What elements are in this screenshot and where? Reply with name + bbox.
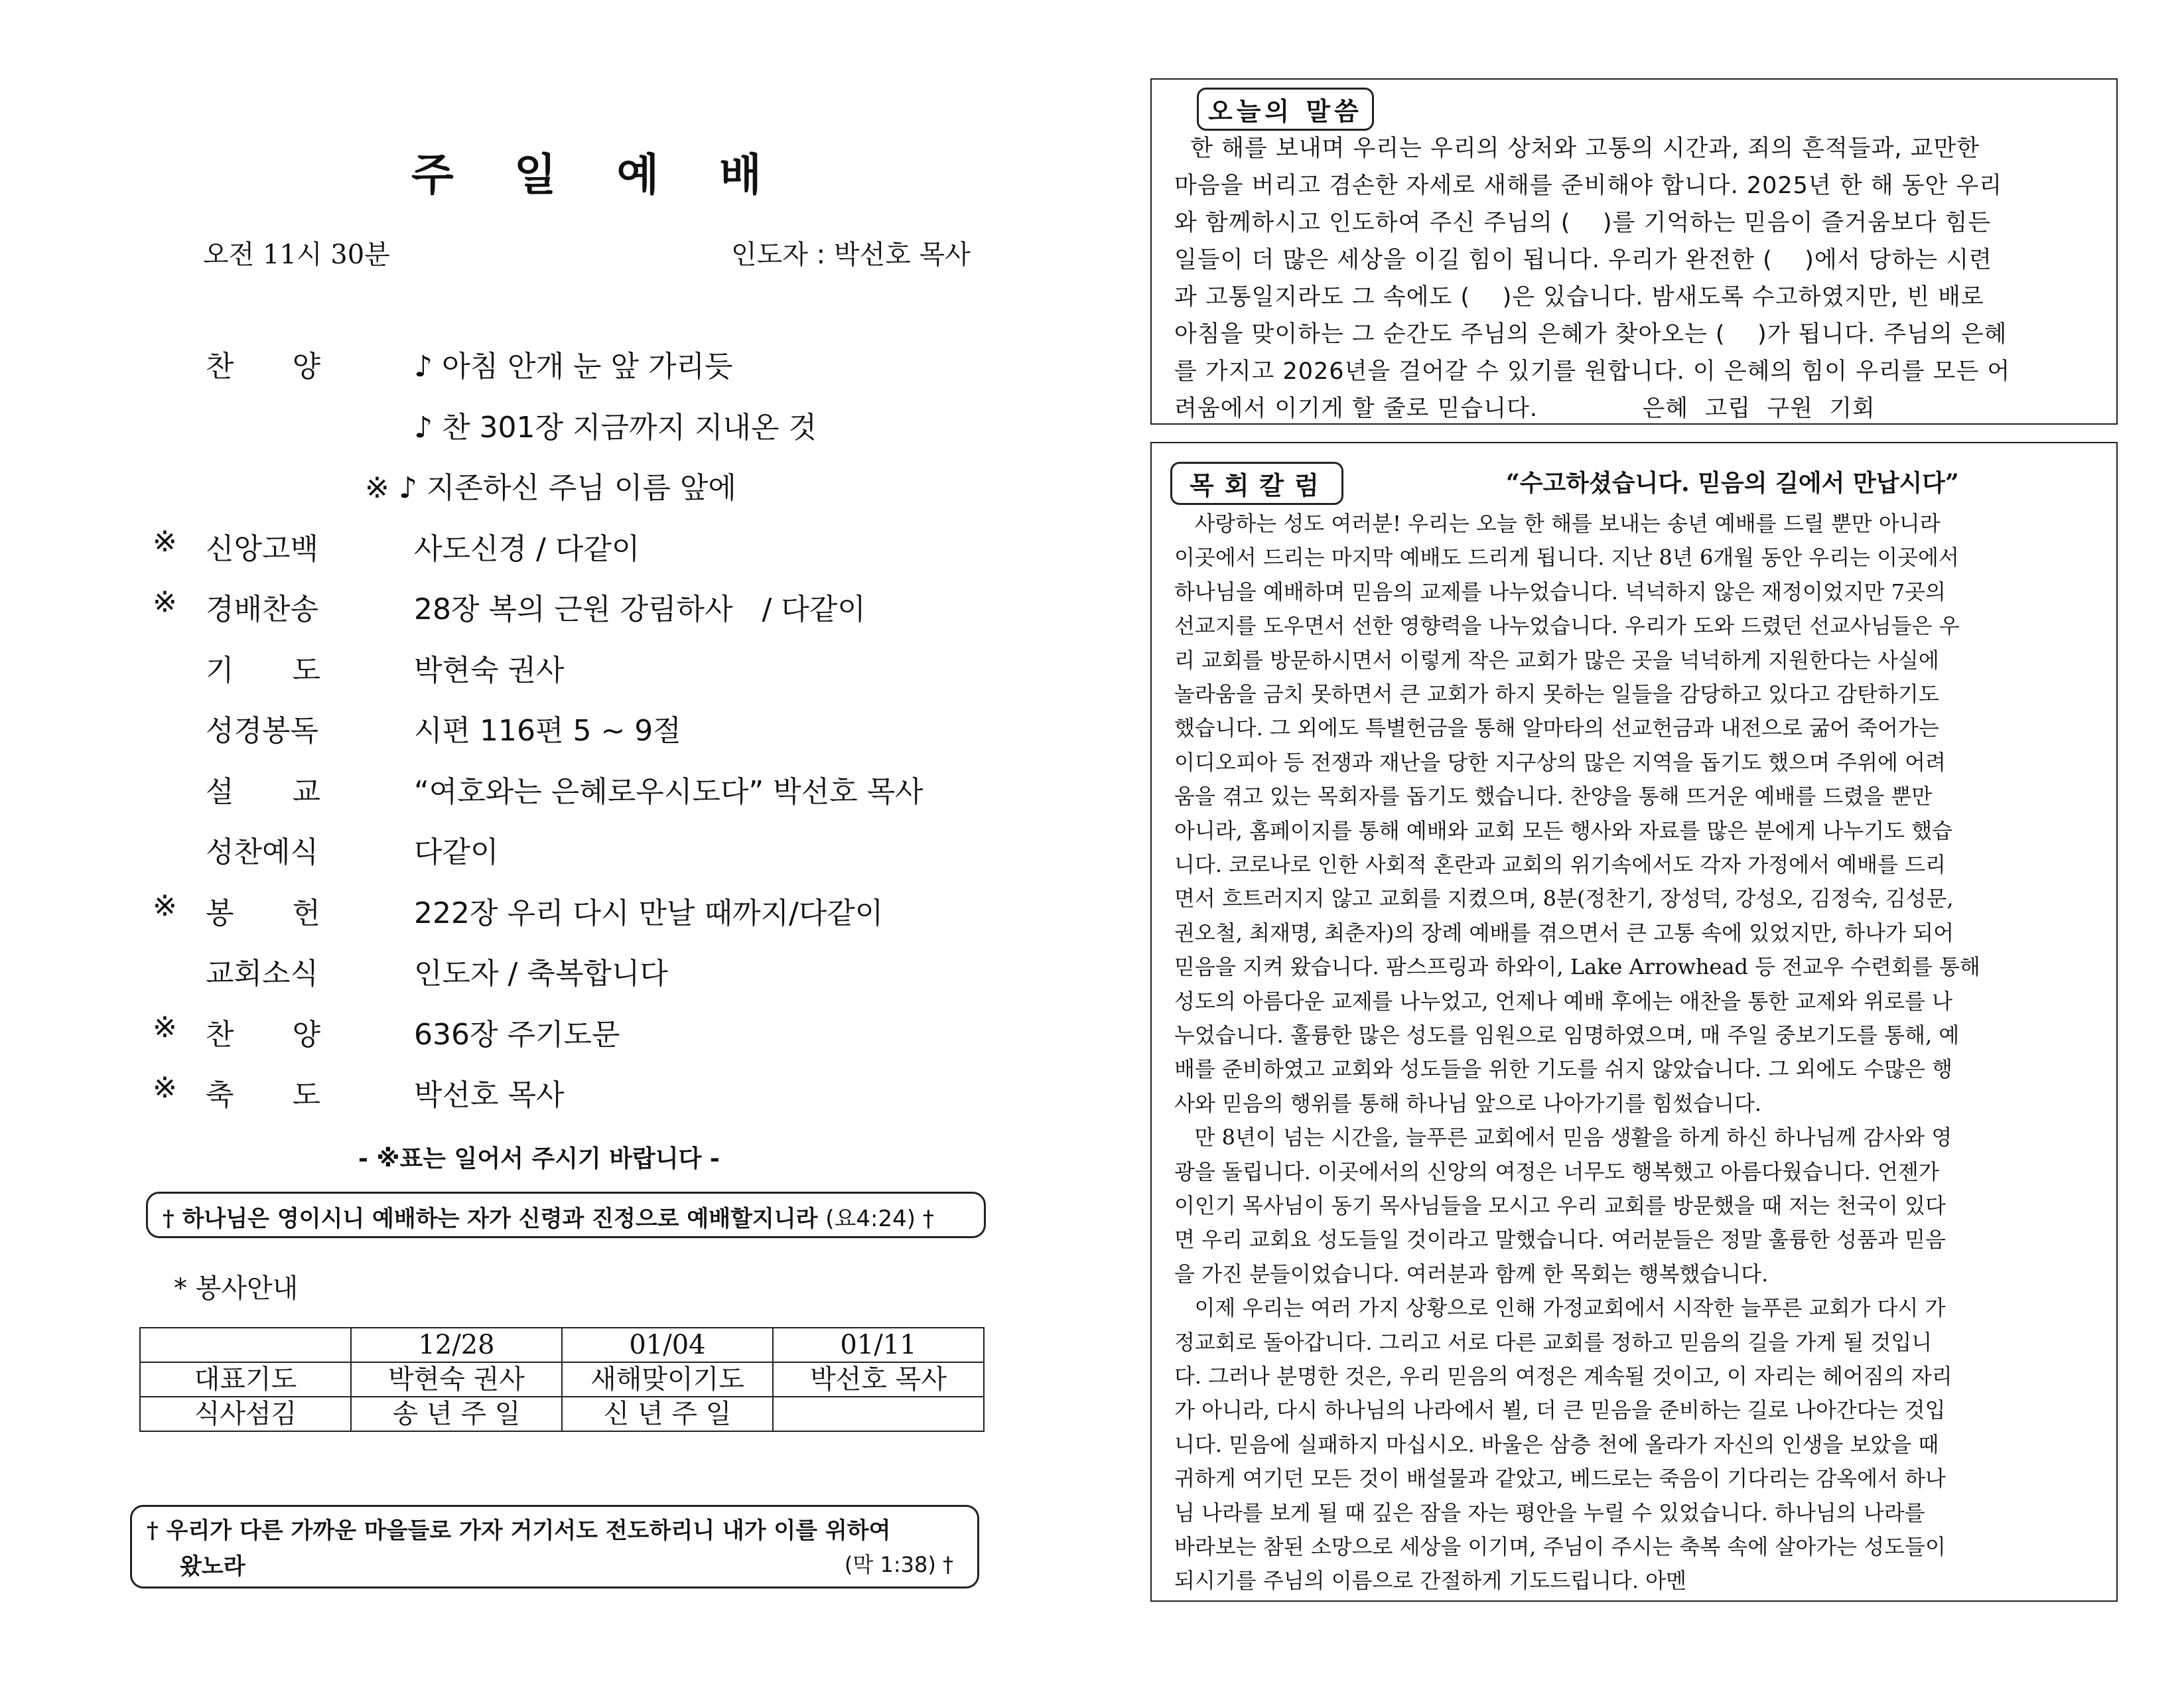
pastor-column-line: 성도의 아름다운 교제를 나누었고, 언제나 예배 후에는 애찬을 통한 교제와 위로를 나 [1174,988,1953,1014]
pastor-column-line: 니다. 믿음에 실패하지 마십시오. 바울은 삼층 천에 올라가 자신의 인생을 보았을 때 [1174,1431,1939,1457]
order-content: ※ ♪ 지존하신 주님 이름 앞에 [365,471,736,505]
order-content: ♪ 찬 301장 지금까지 지내온 것 [414,410,817,445]
order-content: 인도자 / 축복합니다 [414,957,668,991]
word-of-day-line: 일들이 더 많은 세상을 이길 힘이 됩니다. 우리가 완전한 ( )에서 당하는 시련 [1174,247,1992,273]
table-cell: 12/28 [351,1328,562,1362]
service-title: 주 일 예 배 [411,149,784,200]
service-leader: 인도자 : 박선호 목사 [731,240,971,270]
pastor-column-line: 을 가진 분들이었습니다. 여러분과 함께 한 목회는 행복했습니다. [1174,1261,1769,1287]
standing-mark: ※ [153,1010,177,1044]
scripture-text-line2: 왔노라 [180,1553,245,1580]
pastor-column-line: 하나님을 예배하며 믿음의 교제를 나누었습니다. 넉넉하지 않은 재정이었지만 7곳의 [1174,579,1946,604]
pastor-column-line: 정교회로 돌아갑니다. 그리고 서로 다른 교회를 정하고 믿음의 길을 가게 될 것입니 [1174,1329,1933,1355]
pastor-column-line: 이디오피아 등 전쟁과 재난을 당한 지구상의 많은 지역을 돕기도 했으며 주위에 어려 [1174,749,1946,775]
pastor-column-line: 사랑하는 성도 여러분! 우리는 오늘 한 해를 보내는 송년 예배를 드릴 뿐만 아니라 [1174,511,1941,536]
order-content: 222장 우리 다시 만날 때까지/다같이 [414,896,884,930]
scripture-text: † 하나님은 영이시니 예배하는 자가 신령과 진정으로 예배할지니라 (요4:24) † [163,1206,934,1232]
pastor-column-box [1150,442,2118,1602]
pastor-column-line: 아니라, 홈페이지를 통해 예배와 교회 모든 행사와 자료를 많은 분에게 나누기도 했습 [1174,817,1953,843]
table-cell: 01/04 [562,1328,773,1362]
pastor-column-line: 이제 우리는 여러 가지 상황으로 인해 가정교회에서 시작한 늘푸른 교회가 다시 가 [1174,1295,1946,1321]
table-cell [773,1397,984,1431]
pastor-column-line: 이인기 목사님이 동기 목사님들을 모시고 우리 교회를 방문했을 때 저는 천국이 있다 [1174,1193,1946,1218]
standing-mark: ※ [153,524,177,559]
table-cell: 01/11 [773,1328,984,1362]
standing-note: - ※표는 일어서 주시기 바랍니다 - [358,1145,720,1172]
order-label: 봉 헌 [206,896,321,930]
table-cell: 송 년 주 일 [351,1397,562,1431]
order-label: 성경봉독 [206,714,319,748]
scripture-box-mark [130,1505,979,1588]
pastor-column-line: 믿음을 지켜 왔습니다. 팜스프링과 하와이, Lake Arrowhead 등 전교우 수련회를 통해 [1174,954,1980,980]
pastor-column-line: 놀라움을 금치 못하면서 큰 교회가 하지 못하는 일들을 감당하고 있다고 감탄하기도 [1174,681,1939,707]
pastor-column-line: 귀하게 여기던 모든 것이 배설물과 같았고, 베드로는 죽음이 기다리는 감옥에서 하나 [1174,1466,1946,1492]
word-of-day-title: 오늘의 말씀 [1197,88,1374,131]
pastor-column-line: 다. 그러나 분명한 것은, 우리 믿음의 여정은 계속될 것이고, 이 자리는 헤어짐의 자리 [1174,1364,1952,1389]
table-cell: 박선호 목사 [773,1362,984,1397]
order-content: 28장 복의 근원 강림하사 / 다같이 [414,593,866,626]
order-label: 성찬예식 [206,835,319,869]
table-cell: 식사섬김 [140,1397,351,1431]
table-cell: 박현숙 권사 [351,1362,562,1397]
pastor-column-line: 광을 돌립니다. 이곳에서의 신앙의 여정은 너무도 행복했고 아름다웠습니다. 언젠가 [1174,1159,1939,1184]
order-label: 신앙고백 [206,531,319,566]
service-time: 오전 11시 30분 [203,240,390,270]
order-content: 다같이 [414,835,499,869]
order-label: 설 교 [206,774,321,809]
order-content: ♪ 아침 안개 눈 앞 가리듯 [414,350,733,384]
pastor-column-line: 가 아니라, 다시 하나님의 나라에서 뵐, 더 큰 믿음을 준비하는 길로 나아간다는 것입 [1174,1397,1946,1423]
pastor-column-line: 니다. 코로나로 인한 사회적 혼란과 교회의 위기속에서도 각자 가정에서 예배를 드리 [1174,852,1946,877]
order-label: 축 도 [206,1078,321,1112]
pastor-column-title: “수고하셨습니다. 믿음의 길에서 만납시다” [1506,469,1959,497]
table-cell: 새해맞이기도 [562,1362,773,1397]
word-of-day-line: 마음을 버리고 겸손한 자세로 새해를 준비해야 합니다. 2025년 한 해 동안 우리 [1174,173,2003,199]
pastor-column-line: 배를 준비하였고 교회와 성도들을 위한 기도를 쉬지 않았습니다. 그 외에도 수많은 행 [1174,1056,1953,1082]
word-of-day-line: 과 고통일지라도 그 속에도 ( )은 있습니다. 밤새도록 수고하였지만, 빈 배로 [1174,284,1984,311]
service-guide-heading: * 봉사안내 [174,1273,299,1304]
pastor-column-line: 만 8년이 넘는 시간을, 늘푸른 교회에서 믿음 생활을 하게 하신 하나님께 감사와 영 [1174,1125,1952,1151]
scripture-ref: (요4:24) † [825,1206,934,1232]
pastor-column-line: 했습니다. 그 외에도 특별헌금을 통해 알마타의 선교헌금과 내전으로 굶어 죽어가는 [1174,715,1939,741]
pastor-column-line: 선교지를 도우면서 선한 영향력을 나누었습니다. 우리가 도와 드렸던 선교사님들은 우 [1174,613,1960,639]
pastor-column-line: 면서 흐트러지지 않고 교회를 지켰으며, 8분(정찬기, 장성덕, 강성오, 김정숙, 김성문, [1174,886,1954,912]
table-cell: 대표기도 [140,1362,351,1397]
table-row [140,1397,984,1431]
order-label: 기 도 [206,653,321,687]
table-cell: 신 년 주 일 [562,1397,773,1431]
pastor-column-line: 권오철, 최재명, 최춘자)의 장례 예배를 겪으면서 큰 고통 속에 있었지만, 하나가 되어 [1174,920,1954,946]
word-of-day-line: 를 가지고 2026년을 걸어갈 수 있기를 원합니다. 이 은혜의 힘이 우리를 모든 어 [1174,358,2011,385]
standing-mark: ※ [153,1071,177,1105]
table-header-row [140,1328,984,1362]
order-label: 찬 양 [206,350,321,384]
pastor-column-tag: 목회칼럼 [1170,462,1343,505]
table-row [140,1362,984,1397]
order-content: 사도신경 / 다같이 [414,531,640,566]
order-label: 경배찬송 [206,593,319,626]
word-of-day-line: 와 함께하시고 인도하여 주신 주님의 ( )를 기억하는 믿음이 즐거움보다 힘든 [1174,210,1992,236]
order-label: 찬 양 [206,1017,321,1052]
pastor-column-line: 누었습니다. 훌륭한 많은 성도를 임원으로 임명하였으며, 매 주일 중보기도를 통해, 예 [1174,1022,1960,1048]
pastor-column-line: 사와 믿음의 행위를 통해 하나님 앞으로 나아가기를 힘썼습니다. [1174,1090,1762,1116]
service-duty-table [139,1327,985,1432]
order-label: 교회소식 [206,957,319,991]
order-content: 시편 116편 5 ~ 9절 [414,714,681,748]
order-content: 박선호 목사 [414,1078,565,1112]
scripture-ref: (막 1:38) † [844,1552,953,1577]
table-cell [140,1328,351,1362]
order-content: 박현숙 권사 [414,653,565,687]
pastor-column-line: 리 교회를 방문하시면서 이렇게 작은 교회가 많은 곳을 넉넉하게 지원한다는 사실에 [1174,647,1939,673]
word-of-day-line: 한 해를 보내며 우리는 우리의 상처와 고통의 시간과, 죄의 흔적들과, 교만한 [1174,135,1980,162]
word-of-day-line: 아침을 맞이하는 그 순간도 주님의 은혜가 찾아오는 ( )가 됩니다. 주님의 은혜 [1174,321,2008,348]
pastor-column-line: 면 우리 교회요 성도들일 것이라고 말했습니다. 여러분들은 정말 훌륭한 성품과 믿음 [1174,1227,1946,1253]
standing-mark: ※ [153,888,177,923]
pastor-column-line: 바라보는 참된 소망으로 세상을 이기며, 주님이 주시는 축복 속에 살아가는 성도들이 [1174,1534,1946,1559]
word-of-day-line: 려움에서 이기게 할 줄로 믿습니다. 은혜 고립 구원 기회 [1174,395,1876,422]
pastor-column-line: 님 나라를 보게 될 때 깊은 잠을 자는 평안을 누릴 수 있었습니다. 하나님의 나라를 [1174,1500,1925,1525]
standing-mark: ※ [153,585,177,619]
pastor-column-line: 되시기를 주님의 이름으로 간절하게 기도드립니다. 아멘 [1174,1568,1687,1594]
pastor-column-line: 움을 겪고 있는 목회자를 돕기도 했습니다. 찬양을 통해 뜨거운 예배를 드렸을 뿐만 [1174,784,1933,810]
order-content: “여호와는 은혜로우시도다” 박선호 목사 [414,774,923,809]
order-content: 636장 주기도문 [414,1017,620,1052]
scripture-box-john [146,1192,986,1238]
pastor-column-line: 이곳에서 드리는 마지막 예배도 드리게 됩니다. 지난 8년 6개월 동안 우리는 이곳에서 [1174,545,1959,571]
scripture-text-line1: † 우리가 다른 가까운 마을들로 가자 거기서도 전도하리니 내가 이를 위하여 [147,1517,891,1544]
word-of-day-box [1150,78,2118,425]
